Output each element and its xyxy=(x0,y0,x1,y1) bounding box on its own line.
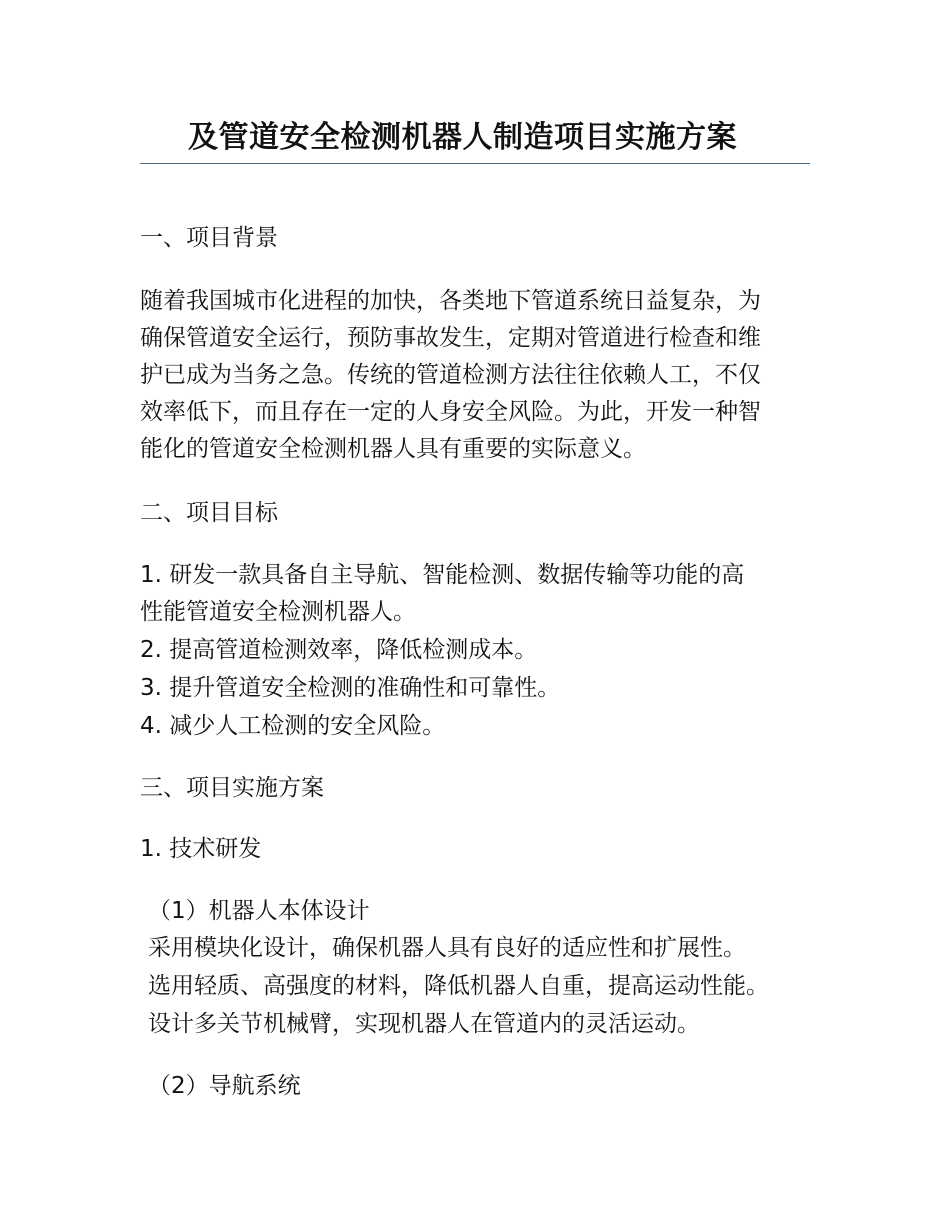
document-title: 及管道安全检测机器人制造项目实施方案 xyxy=(188,120,737,155)
robot-body-line-2: 选用轻质、高强度的材料，降低机器人自重，提高运动性能。 xyxy=(148,973,769,999)
goal-item-3: 3. 提升管道安全检测的准确性和可靠性。 xyxy=(140,675,561,701)
section-heading-background: 一、项目背景 xyxy=(140,225,278,251)
goal-item-4: 4. 减少人工检测的安全风险。 xyxy=(140,713,446,739)
goal-item-1-line-2: 性能管道安全检测机器人。 xyxy=(140,599,416,625)
background-paragraph-line-1: 随着我国城市化进程的加快，各类地下管道系统日益复杂，为 xyxy=(140,288,761,314)
robot-body-line-1: 采用模块化设计，确保机器人具有良好的适应性和扩展性。 xyxy=(148,935,746,961)
part-heading-robot-body: （1）机器人本体设计 xyxy=(148,898,370,924)
goal-item-2: 2. 提高管道检测效率，降低检测成本。 xyxy=(140,637,538,663)
section-heading-goals: 二、项目目标 xyxy=(140,500,278,526)
background-paragraph-line-3: 护已成为当务之急。传统的管道检测方法往往依赖人工，不仅 xyxy=(140,362,761,388)
background-paragraph-line-5: 能化的管道安全检测机器人具有重要的实际意义。 xyxy=(140,436,646,462)
robot-body-line-3: 设计多关节机械臂，实现机器人在管道内的灵活运动。 xyxy=(148,1011,700,1037)
goal-item-1-line-1: 1. 研发一款具备自主导航、智能检测、数据传输等功能的高 xyxy=(140,562,745,588)
part-heading-navigation: （2）导航系统 xyxy=(148,1073,301,1099)
section-heading-implementation: 三、项目实施方案 xyxy=(140,775,324,801)
background-paragraph-line-4: 效率低下，而且存在一定的人身安全风险。为此，开发一种智 xyxy=(140,399,761,425)
subsection-tech-development: 1. 技术研发 xyxy=(140,836,262,862)
title-underline xyxy=(140,163,810,164)
background-paragraph-line-2: 确保管道安全运行，预防事故发生，定期对管道进行检查和维 xyxy=(140,325,761,351)
